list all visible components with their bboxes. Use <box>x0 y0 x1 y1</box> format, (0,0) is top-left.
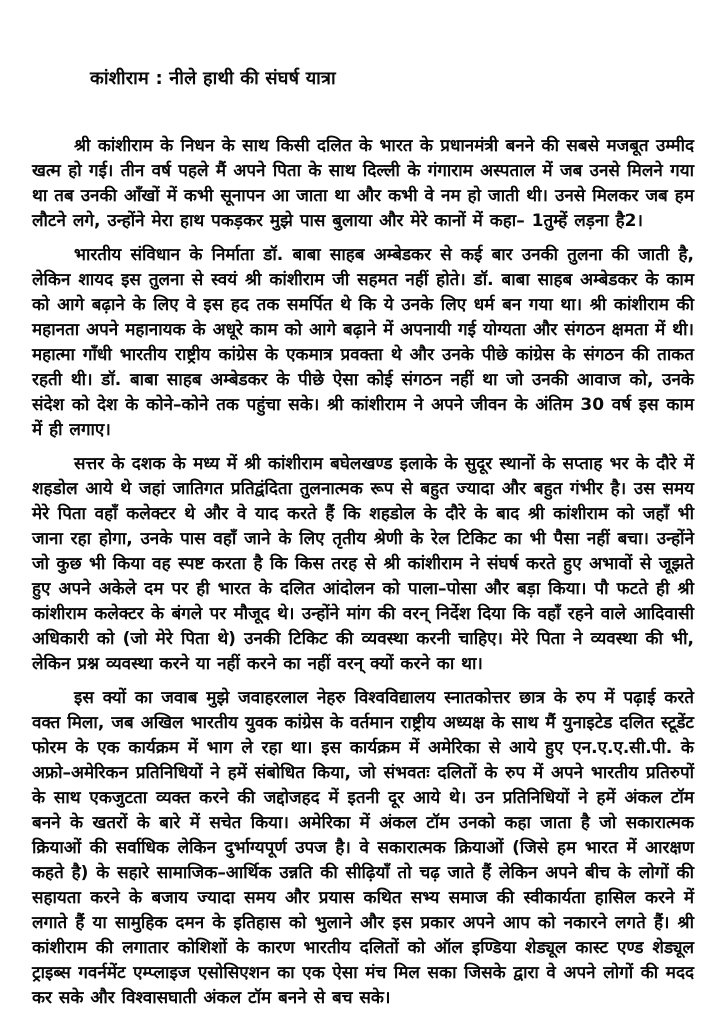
paragraph-4: इस क्यों का जवाब मुझे जवाहरलाल नेहरु विश्वविद्यालय स्नातकोत्तर छात्र के रुप में पढ़ाई करते वक्त मिला, जब अखिल भारतीय युवक कांग्रेस के वर्तमान राष्ट्रीय अध्यक्ष के साथ मैं युनाइटेड दलित स्टूडेंट फोरम के एक कार्यक्रम में भाग ले रहा था। इस कार्यक्रम में अमेरिका से आये हुए एन.ए.ए.सी.पी. के अफ्रो–अमेरिकन प्रतिनिधियों ने हमें संबोधित किया, जो संभवतः दलितों के रुप में अपने भारतीय प्रतिरुपों के साथ एकजुटता व्यक्त करने की जद्दोजहद में इतनी दूर आये थे। उन प्रतिनिधियों ने हमें अंकल टॉम बनने के खतरों के बारे में सचेत किया। अमेरिका में अंकल टॉम उनको कहा जाता है जो सकारात्मक क्रियाओं की सर्वाधिक लेकिन दुर्भाग्यपूर्ण उपज है। वे सकारात्मक क्रियाओं (जिसे हम भारत में आरक्षण कहते है) के सहारे सामाजिक–आर्थिक उन्नति की सीढ़ियाँ तो चढ़ जाते हैं लेकिन अपने बीच के लोगों की सहायता करने के बजाय ज्यादा समय और प्रयास कथित सभ्य समाज की स्वीकार्यता हासिल करने में लगाते हैं या सामुहिक दमन के इतिहास को भुलाने और इस प्रकार अपने आप को नकारने लगते हैं। श्री कांशीराम की लगातार कोशिशों के कारण भारतीय दलितों को ऑल इण्डिया शेड्यूल कास्ट एण्ड शेड्यूल ट्राइब्स गवर्नमेंट एम्प्लाइज एसोसिएशन का एक ऐसा मंच मिल सका जिसके द्वारा वे अपने लोगों की मदद कर सके और विश्वासघाती अंकल टॉम बनने से बच सके। <box>32 688 694 1008</box>
document-title: कांशीराम : नीले हाथी की संघर्ष यात्रा <box>90 68 336 89</box>
paragraph-2: भारतीय संविधान के निर्माता डॉ. बाबा साहब अम्बेडकर से कई बार उनकी तुलना की जाती है, लेकिन शायद इस तुलना से स्वयं श्री कांशीराम जी सहमत नहीं होते। डॉ. बाबा साहब अम्बेडकर के काम को आगे बढ़ाने के लिए वे इस हद तक समर्पित थे कि ये उनके लिए धर्म बन गया था। श्री कांशीराम की महानता अपने महानायक के अधूरे काम को आगे बढ़ाने में अपनायी गई योग्यता और संगठन क्षमता में थी। महात्मा गाँधी भारतीय राष्ट्रीय कांग्रेस के एकमात्र प्रवक्ता थे और उनके पीछे कांग्रेस के संगठन की ताकत रहती थी। डॉ. बाबा साहब अम्बेडकर के पीछे ऐसा कोई संगठन नहीं था जो उनकी आवाज को, उनके संदेश को देश के कोने–कोने तक पहुंचा सके। श्री कांशीराम ने अपने जीवन के अंतिम 30 वर्ष इस काम में ही लगाए। <box>32 245 694 440</box>
paragraph-1: श्री कांशीराम के निधन के साथ किसी दलित के भारत के प्रधानमंत्री बनने की सबसे मजबूत उम्मीद खत्म हो गई। तीन वर्ष पहले मैं अपने पिता के साथ दिल्ली के गंगाराम अस्पताल में जब उनसे मिलने गया था तब उनकी आँखों में कभी सूनापन आ जाता था और कभी वे नम हो जाती थी। उनसे मिलकर जब हम लौटने लगे, उन्होंने मेरा हाथ पकड़कर मुझे पास बुलाया और मेरे कानों में कहा– 1तुम्हें लड़ना है2। <box>32 136 694 231</box>
paragraph-3: सत्तर के दशक के मध्य में श्री कांशीराम बघेलखण्ड इलाके के सुदूर स्थानों के सप्ताह भर के दौरे में शहडोल आये थे जहां जातिगत प्रतिद्वंदिता तुलनात्मक रूप से बहुत ज्यादा और बहुत गंभीर है। उस समय मेरे पिता वहाँ कलेक्टर थे और वे याद करते हैं कि शहडोल के दौरे के बाद श्री कांशीराम को जहाँ भी जाना रहा होगा, उनके पास वहाँ जाने के लिए तृतीय श्रेणी के रेल टिकिट का भी पैसा नहीं बचा। उन्होंने जो कुछ भी किया वह स्पष्ट करता है कि किस तरह से श्री कांशीराम ने संघर्ष करते हुए अभावों से जूझते हुए अपने अकेले दम पर ही भारत के दलित आंदोलन को पाला–पोसा और बड़ा किया। पौ फटते ही श्री कांशीराम कलेक्टर के बंगले पर मौजूद थे। उन्होंने मांग की वरन् निर्देश दिया कि वहाँ रहने वाले आदिवासी अधिकारी को (जो मेरे पिता थे) उनकी टिकिट की व्यवस्था करनी चाहिए। मेरे पिता ने व्यवस्था की भी, लेकिन प्रश्न व्यवस्था करने या नहीं करने का नहीं वरन् क्यों करने का था। <box>32 454 694 674</box>
